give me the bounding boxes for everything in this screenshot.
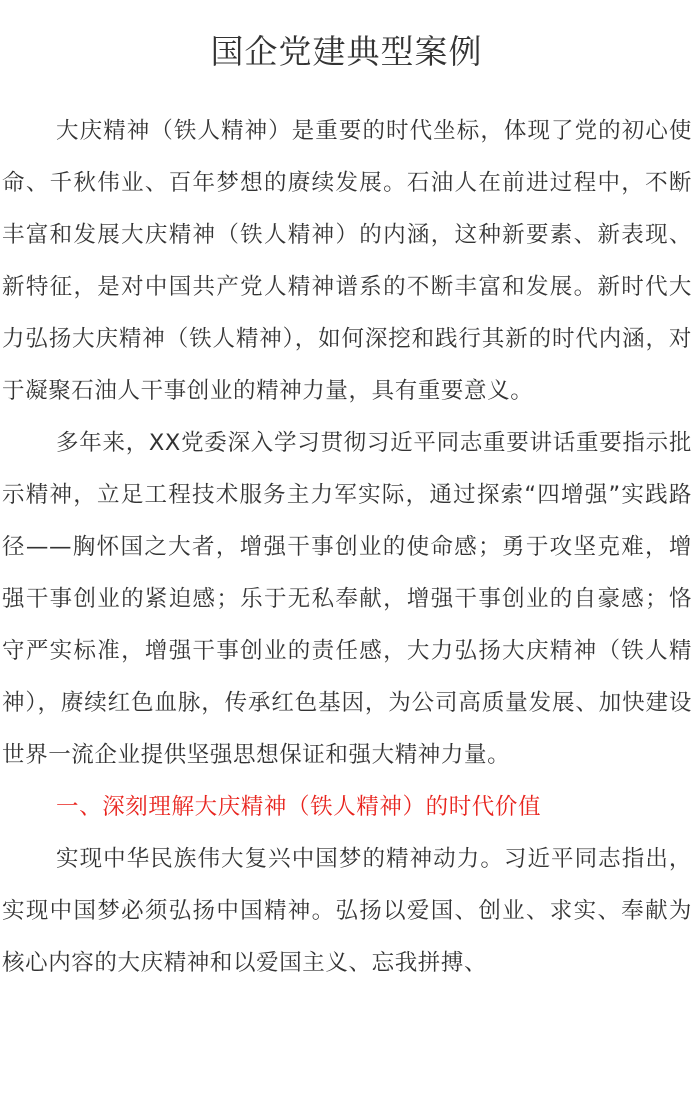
paragraph-party-committee: 多年来，XX党委深入学习贯彻习近平同志重要讲话重要指示批示精神，立足工程技术服务主力军实际，通过探索“四增强”实践路径——胸怀国之大者，增强干事创业的使命感；勇于攻坚克难，增强干事创业的紧迫感；乐于无私奉献，增强干事创业的自豪感；恪守严实标准，增强干事创业的责任感，大力弘扬大庆精神（铁人精神），赓续红色血脉，传承红色基因，为公司高质量发展、加快建设世界一流企业提供坚强思想保证和强大精神力量。: [2, 430, 692, 768]
paragraph-section-1: 实现中华民族伟大复兴中国梦的精神动力。习近平同志指出，实现中国梦必须弘扬中国精神。弘扬以爱国、创业、求实、奉献为核心内容的大庆精神和以爱国主义、忘我拼搏、: [2, 846, 692, 976]
paragraph-intro: 大庆精神（铁人精神）是重要的时代坐标，体现了党的初心使命、千秋伟业、百年梦想的赓续发展。石油人在前进过程中，不断丰富和发展大庆精神（铁人精神）的内涵，这种新要素、新表现、新特征，是对中国共产党人精神谱系的不断丰富和发展。新时代大力弘扬大庆精神（铁人精神），如何深挖和践行其新的时代内涵，对于凝聚石油人干事创业的精神力量，具有重要意义。: [2, 118, 692, 404]
section-heading-1: 一、深刻理解大庆精神（铁人精神）的时代价值: [56, 794, 542, 820]
article-body: [2, 105, 692, 989]
article-title: 国企党建典型案例: [210, 32, 483, 71]
